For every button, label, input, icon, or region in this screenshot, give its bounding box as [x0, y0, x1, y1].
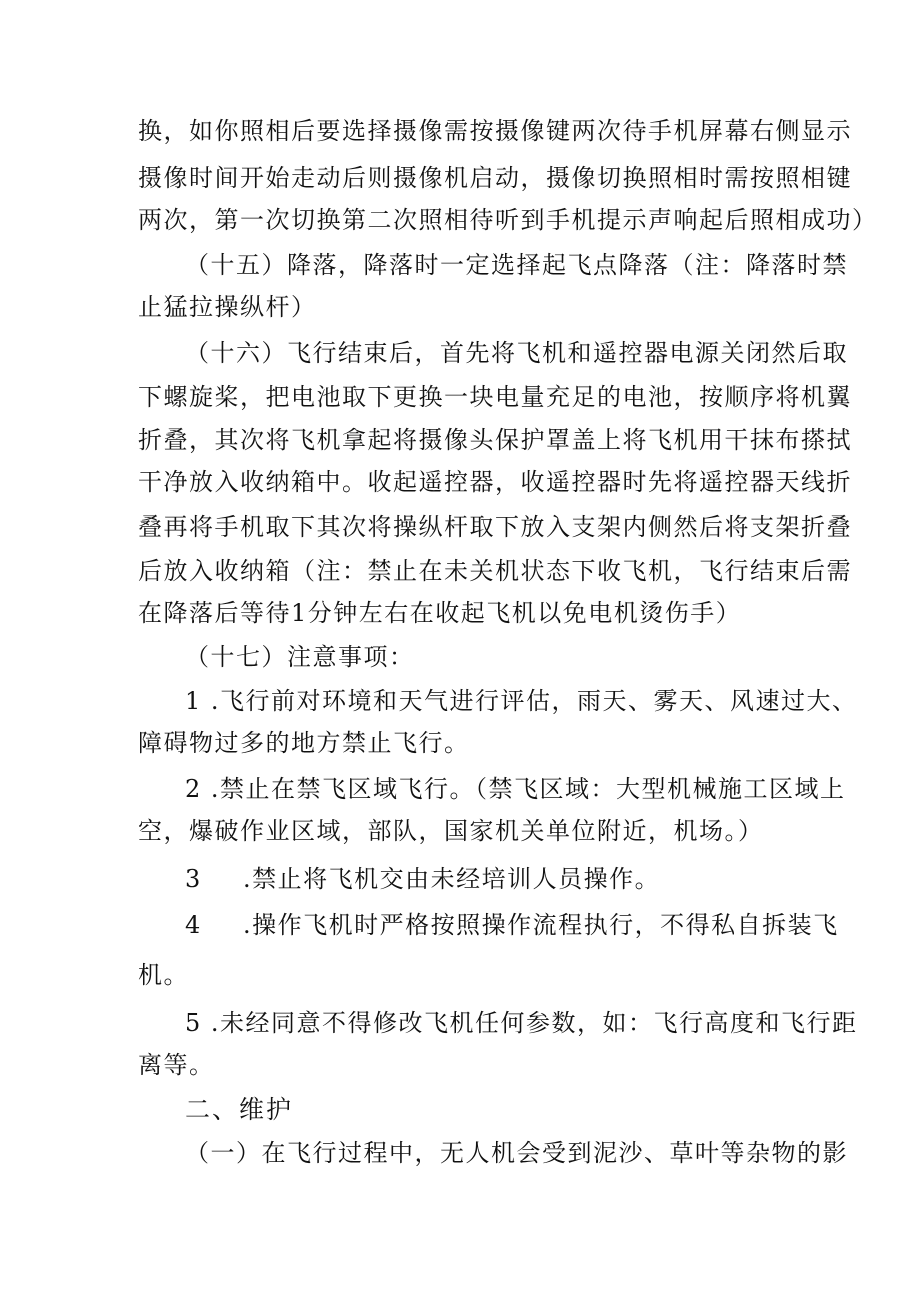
paragraph-line: 后放入收纳箱（注：禁止在未关机状态下收飞机，飞行结束后需	[138, 557, 852, 585]
paragraph-line: 折叠，其次将飞机拿起将摄像头保护罩盖上将飞机用干抹布搽拭	[138, 426, 852, 454]
paragraph-line: 在降落后等待1分钟左右在收起飞机以免电机烫伤手）	[138, 599, 742, 627]
section-maintenance-heading: 二、维护	[185, 1095, 294, 1124]
paragraph-line: 干净放入收纳箱中。收起遥控器，收遥控器时先将遥控器天线折	[138, 468, 852, 496]
paragraph-line: 止猛拉操纵杆）	[138, 293, 317, 321]
section-16-line: （十六）飞行结束后，首先将飞机和遥控器电源关闭然后取	[185, 339, 848, 367]
notice-item-3-text: .禁止将飞机交由未经培训人员操作。	[243, 865, 661, 893]
section-15-line: （十五）降落，降落时一定选择起飞点降落（注：降落时禁	[185, 251, 848, 279]
paragraph-line: 离等。	[138, 1051, 215, 1079]
notice-item-1: 1 .飞行前对环境和天气进行评估，雨天、雾天、风速过大、	[185, 687, 858, 715]
paragraph-line: 障碍物过多的地方禁止飞行。	[138, 729, 470, 757]
notice-item-5: 5 .未经同意不得修改飞机任何参数，如：飞行高度和飞行距	[185, 1009, 858, 1037]
notice-item-4-text: .操作飞机时严格按照操作流程执行，不得私自拆装飞	[243, 911, 839, 939]
paragraph-line: 机。	[138, 961, 189, 989]
paragraph-line: 下螺旋桨，把电池取下更换一块电量充足的电池，按顺序将机翼	[138, 383, 852, 411]
notice-item-2: 2 .禁止在禁飞区域飞行。（禁飞区域：大型机械施工区域上	[185, 775, 846, 803]
maintenance-item-1: （一）在飞行过程中，无人机会受到泥沙、草叶等杂物的影	[185, 1139, 848, 1167]
paragraph-line: 两次，第一次切换第二次照相待听到手机提示声响起后照相成功）	[138, 206, 878, 234]
section-17-heading: （十七）注意事项：	[185, 643, 415, 671]
notice-item-3-number: 3	[185, 865, 202, 893]
notice-item-4-number: 4	[185, 911, 202, 939]
paragraph-line: 叠再将手机取下其次将操纵杆取下放入支架内侧然后将支架折叠	[138, 513, 852, 541]
paragraph-line: 空，爆破作业区域，部队，国家机关单位附近，机场。）	[138, 817, 764, 845]
paragraph-line: 摄像时间开始走动后则摄像机启动，摄像切换照相时需按照相键	[138, 164, 852, 192]
paragraph-line: 换，如你照相后要选择摄像需按摄像键两次待手机屏幕右侧显示	[138, 117, 852, 145]
